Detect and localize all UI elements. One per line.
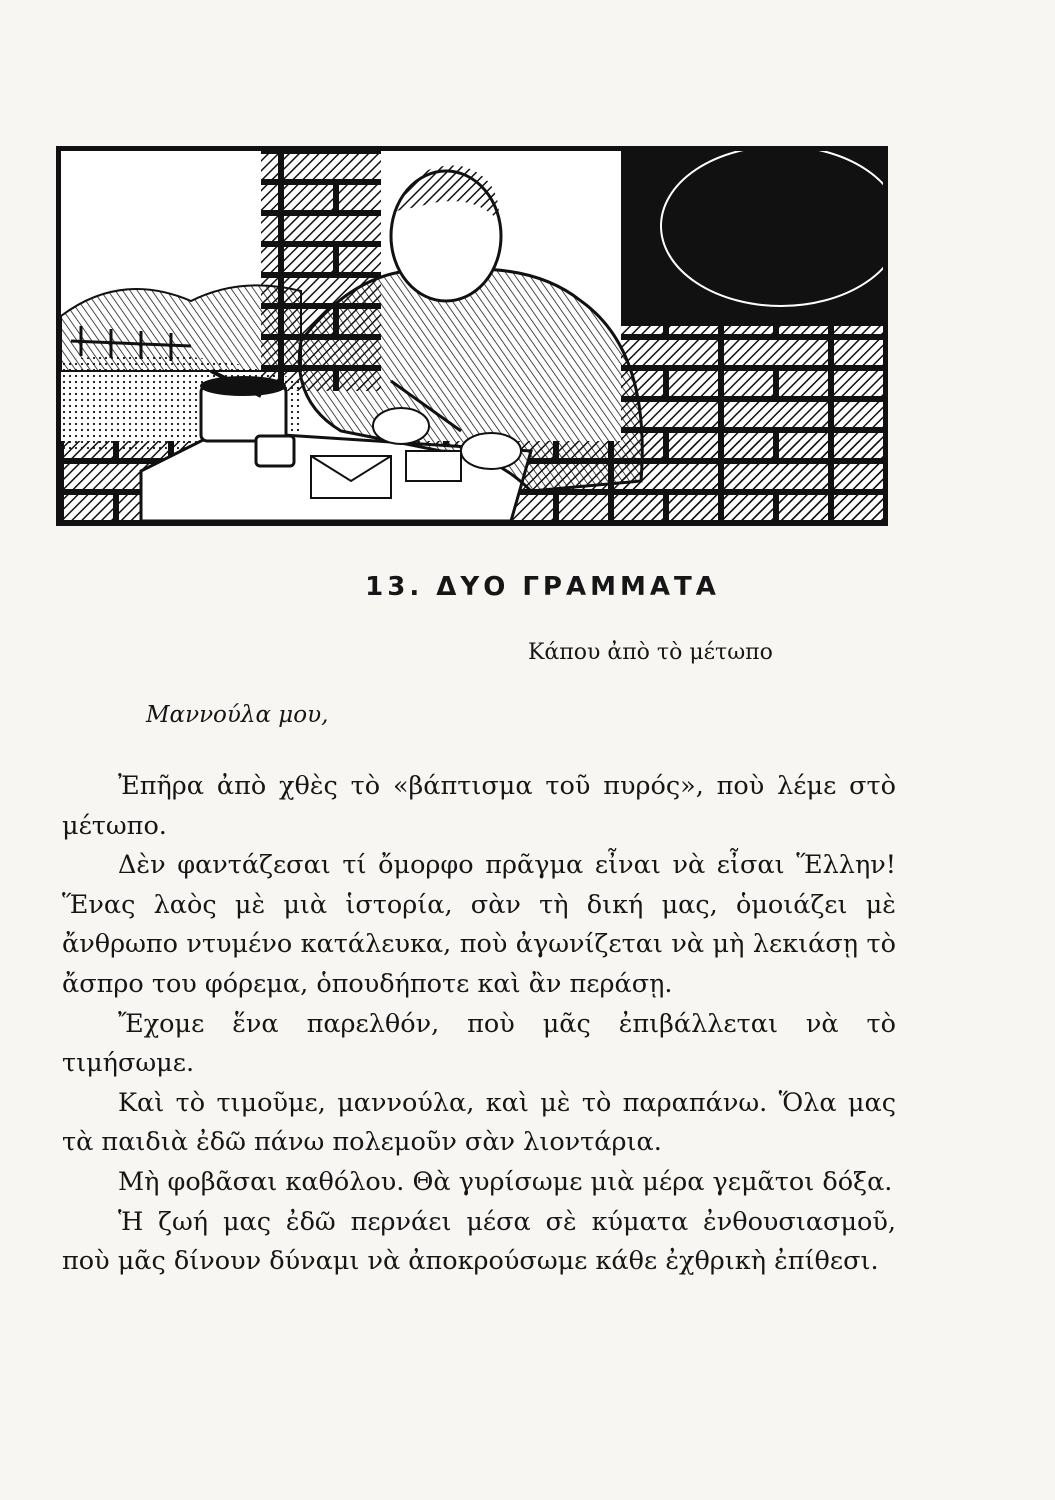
letter-paper (406, 451, 461, 481)
chapter-number: 13. (365, 572, 424, 602)
cup (256, 436, 294, 466)
right-hand (461, 433, 521, 469)
paragraph: Μὴ φοβᾶσαι καθόλου. Θὰ γυρίσωμε μιὰ μέρα γεμᾶτοι δόξα. (118, 1166, 893, 1197)
envelope (311, 456, 391, 498)
paragraph: Ἔχομε ἕνα παρελθόν, ποὺ μᾶς ἐπιβάλλεται νὰ τὸ τιμήσωμε. (62, 1008, 896, 1079)
left-hand (373, 408, 429, 444)
paragraph: Ἡ ζωή μας ἐδῶ περνάει μέσα σὲ κύματα ἐνθουσιασμοῦ, ποὺ μᾶς δίνουν δύναμι νὰ ἀποκρούσωμε κάθε ἐχθρικὴ ἐπίθεσι. (62, 1206, 896, 1277)
illustration-svg (61, 151, 883, 521)
paragraph: Ἐπῆρα ἀπὸ χθὲς τὸ «βάπτισμα τοῦ πυρός», ποὺ λέμε στὸ μέτωπο. (62, 771, 896, 841)
paragraph: Καὶ τὸ τιμοῦμε, μαννούλα, καὶ μὲ τὸ παραπάνω. Ὅλα μας τὰ παιδιὰ ἐδῶ πάνω πολεμοῦν σὰν λιοντάρια. (62, 1087, 896, 1158)
woodcut-illustration (56, 146, 888, 526)
paragraph: Δὲν φαντάζεσαι τί ὄμορφο πρᾶγμα εἶναι νὰ εἶσαι Ἕλλην! Ἕνας λαὸς μὲ μιὰ ἱστορία, σὰν τὴ δική μας, ὁμοιάζει μὲ ἄνθρωπο ντυμένο κατάλευκα, ποὺ ἀγωνίζεται νὰ μὴ λεκιάσῃ τὸ ἄσπρο του φόρεμα, ὁπουδήποτε καὶ ἂν περάσῃ. (62, 850, 896, 999)
letter-place: Κάπου ἀπὸ τὸ μέτωπο (528, 640, 773, 665)
letter-salutation: Μαννούλα μου, (146, 702, 329, 728)
letter-body (62, 767, 896, 1282)
chapter-title (0, 572, 1055, 602)
chapter-title-text: ΔΥΟ ΓΡΑΜΜΑΤΑ (436, 572, 720, 602)
